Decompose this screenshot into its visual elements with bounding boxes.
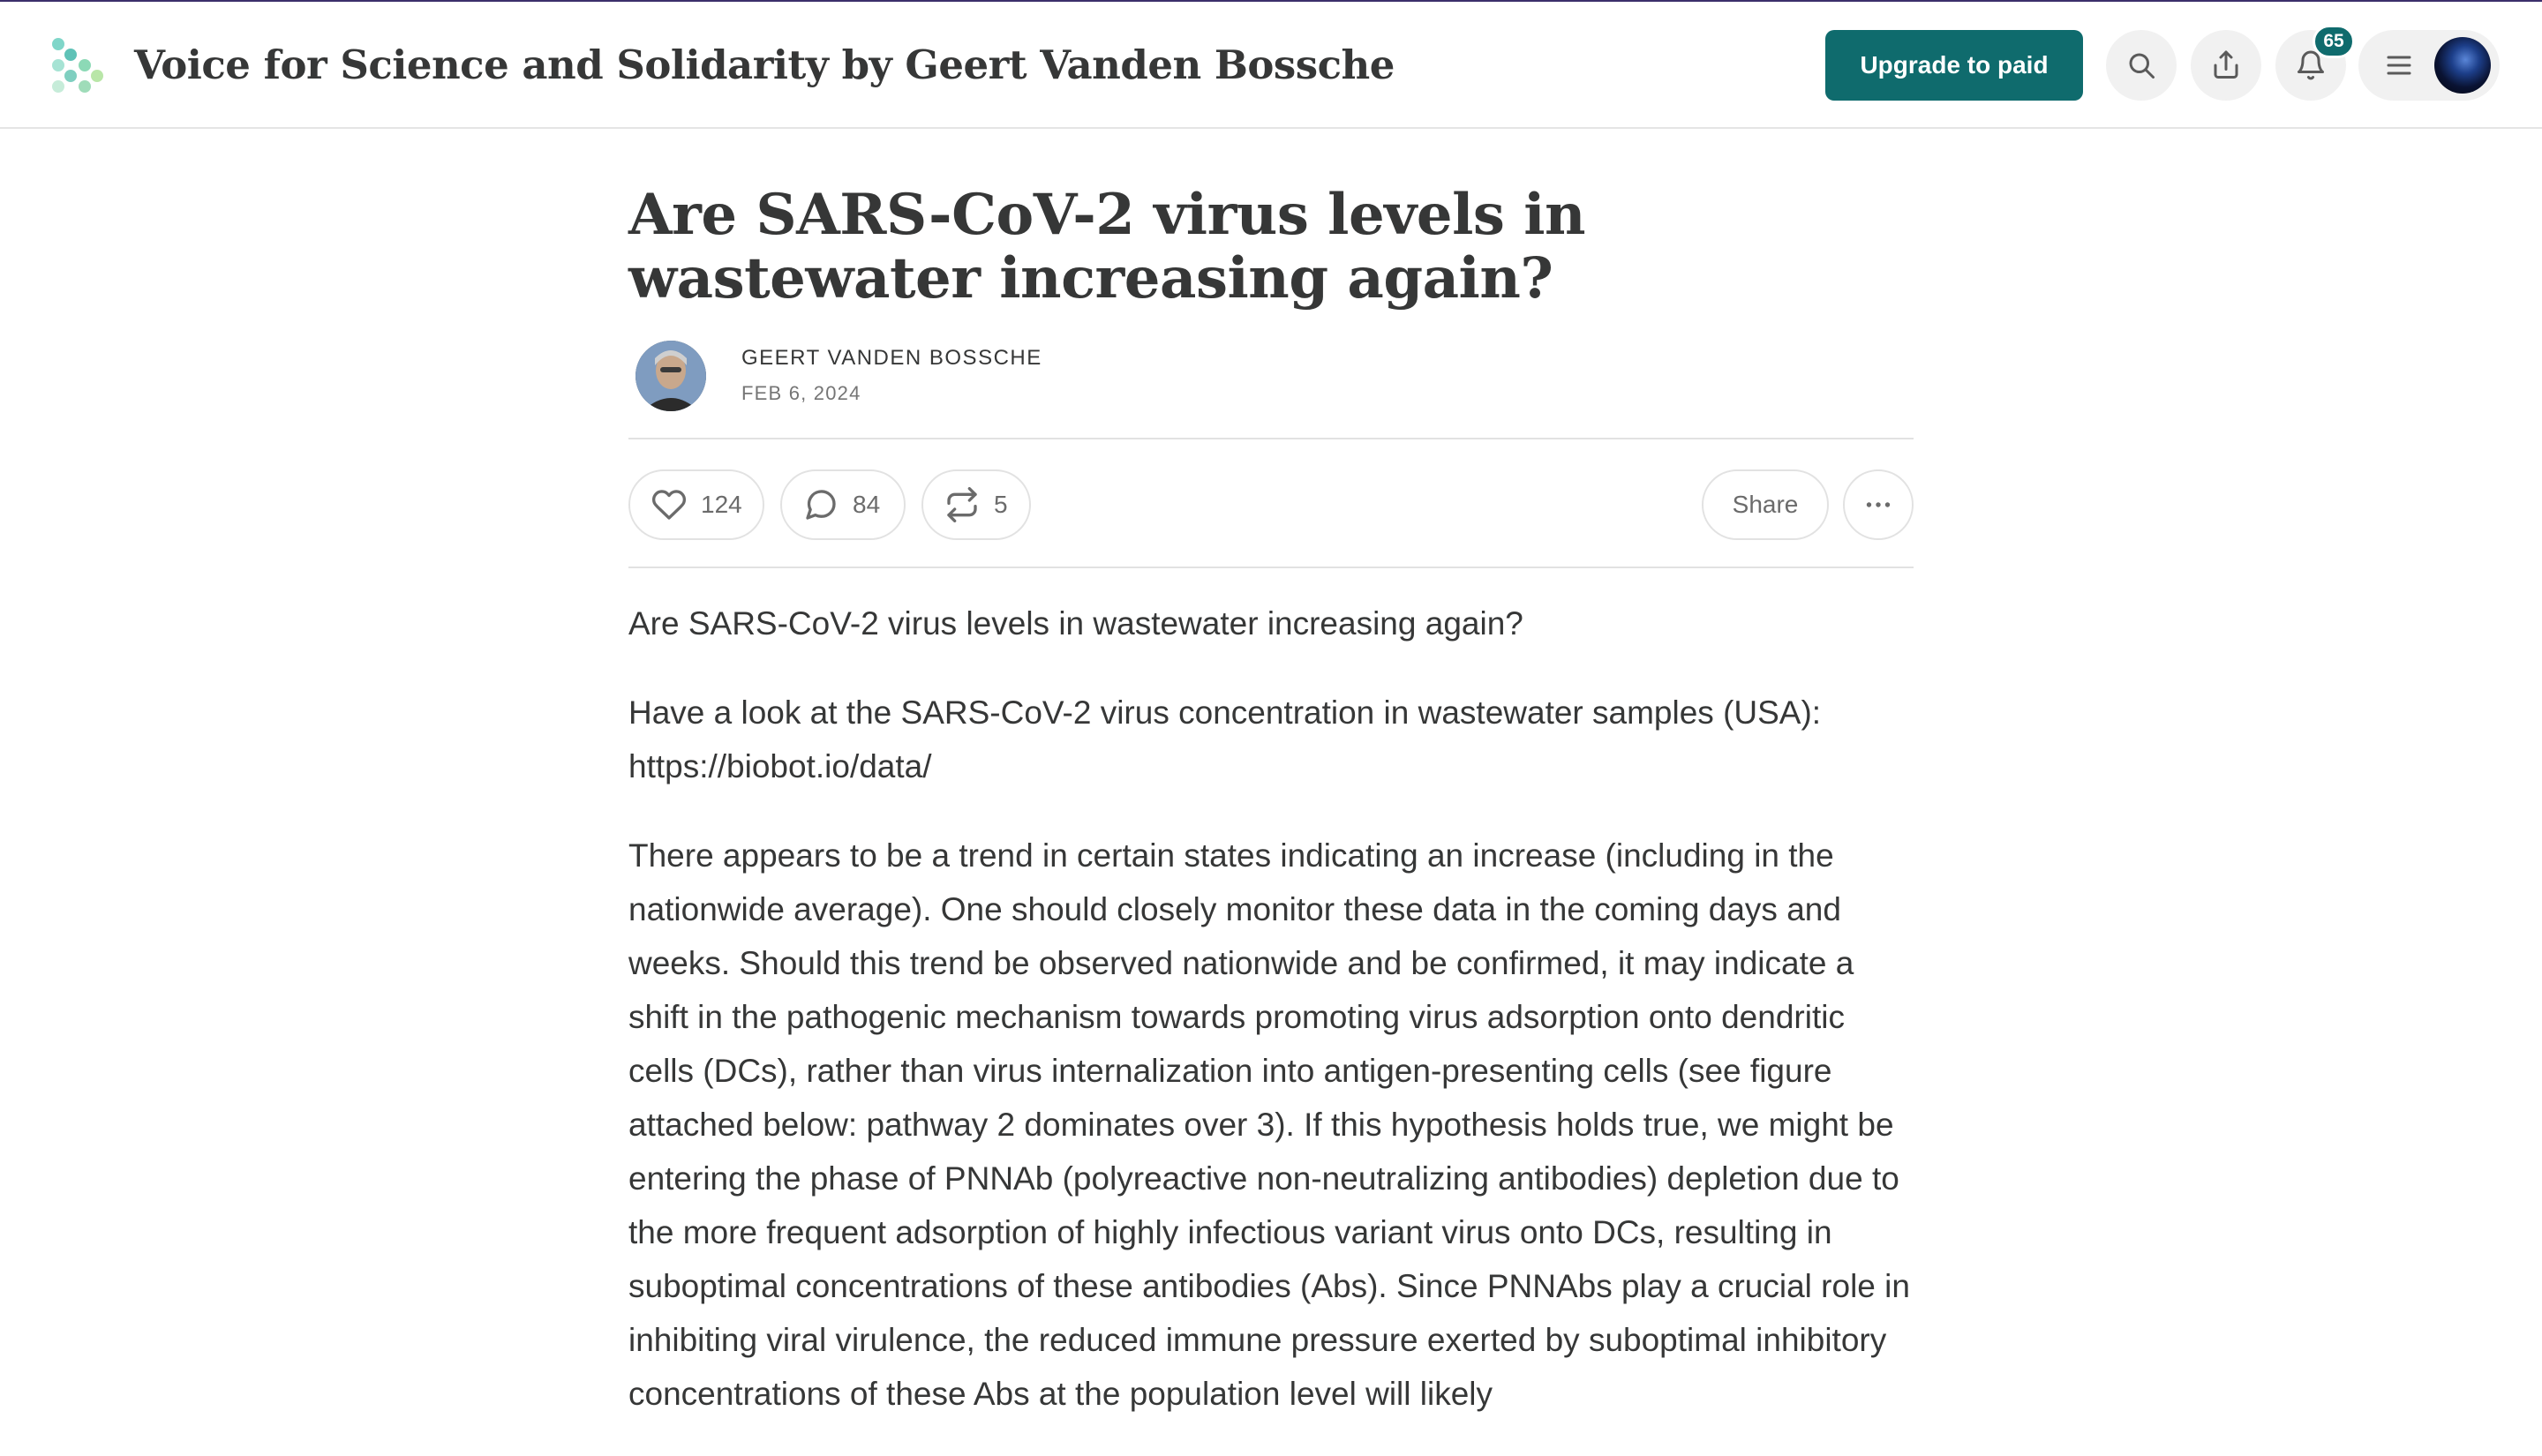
menu-button[interactable] [2358, 30, 2500, 101]
search-icon [2125, 49, 2157, 81]
article-body [628, 597, 1917, 1456]
share-button[interactable] [2191, 30, 2261, 101]
heart-icon [651, 487, 687, 522]
divider-top [628, 438, 1914, 439]
paragraph-2: Have a look at the SARS-CoV-2 virus concentration in wastewater samples (USA): https://biobot.io/data/ [628, 694, 1822, 784]
logo-icon[interactable] [49, 34, 106, 97]
author-name[interactable]: GEERT VANDEN BOSSCHE [741, 346, 1042, 370]
restack-count: 5 [994, 491, 1008, 518]
search-button[interactable] [2106, 30, 2177, 101]
more-options-button[interactable] [1843, 469, 1914, 540]
article-title: Are SARS-CoV-2 virus levels in wastewater increasing again? [628, 182, 1586, 311]
share-post-button[interactable]: Share [1702, 469, 1829, 540]
author-avatar[interactable] [636, 341, 706, 411]
restack-icon [944, 487, 980, 522]
ellipsis-icon [1862, 489, 1894, 521]
restack-button[interactable] [921, 469, 1031, 540]
like-count: 124 [701, 491, 742, 518]
paragraph-3: There appears to be a trend in certain states indicating an increase (including in the nationwide average). One should closely monitor these data in the coming days and weeks. Should this trend be observed nationwide and be confirmed, it may indicate a shift in the pathogenic mechanism towards promoting virus adsorption onto dendritic cells (DCs), rather than virus internalization into antigen-presenting cells (see figure attached below: pathway 2 dominates over 3). If this hypothesis holds true, we might be entering the phase of PNNAb (polyreactive non-neutralizing antibodies) depletion due to the more frequent adsorption of highly infectious variant virus onto DCs, resulting in suboptimal concentrations of these antibodies (Abs). Since PNNAbs play a crucial role in inhibiting viral virulence, the reduced immune pressure exerted by suboptimal inhibitory concentrations of these Abs at the population level will likely [628, 837, 1910, 1412]
site-title[interactable]: Voice for Science and Solidarity by Geert Vanden Bossche [134, 41, 1395, 88]
user-avatar[interactable] [2434, 37, 2491, 94]
notification-badge: 65 [2313, 25, 2355, 58]
comment-count: 84 [853, 491, 881, 518]
comment-icon [803, 487, 839, 522]
author-photo [636, 341, 706, 411]
site-header [0, 2, 2542, 129]
post-date: FEB 6, 2024 [741, 382, 861, 404]
share-icon [2210, 49, 2242, 81]
upgrade-button[interactable]: Upgrade to paid [1825, 30, 2083, 101]
comment-button[interactable] [780, 469, 906, 540]
divider-bottom [628, 567, 1914, 568]
paragraph-1: Are SARS-CoV-2 virus levels in wastewater increasing again? [628, 605, 1523, 642]
menu-icon [2383, 49, 2415, 81]
like-button[interactable] [628, 469, 764, 540]
